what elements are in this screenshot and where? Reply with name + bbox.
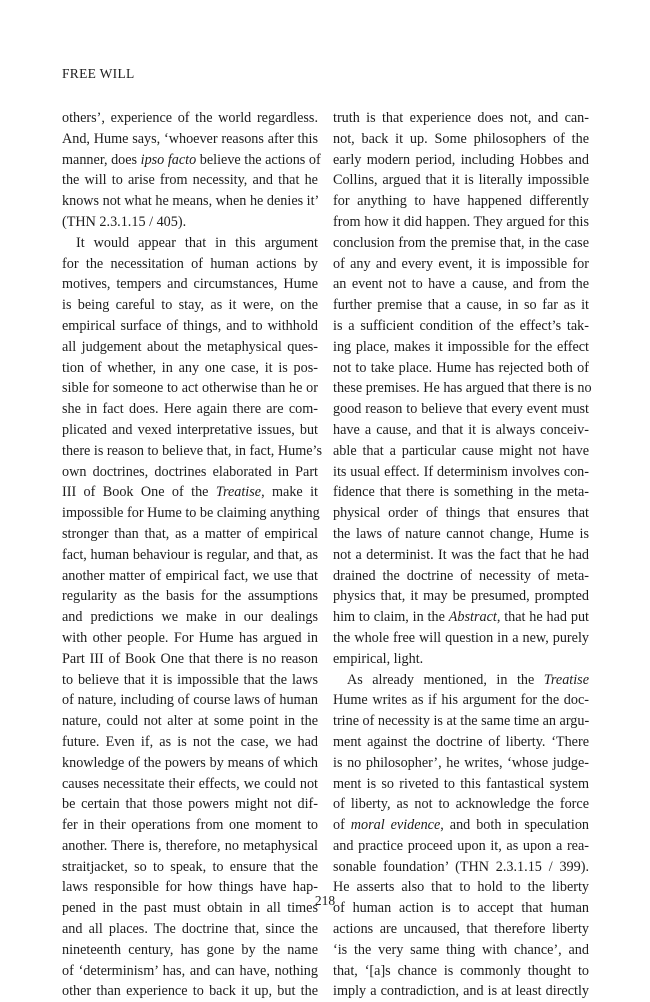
text-line: ing place, makes it impossible for the effect [333,338,589,355]
text-line: him to claim, in the Abstract, that he had put [333,609,589,626]
right-column [333,108,592,1002]
text-line: there is reason to believe that, in fact, Hume’s [62,442,323,459]
text-line: not, back it up. Some philosophers of the [333,130,589,147]
text-line: pened in the past must obtain in all times [62,900,318,917]
text-line: of moral evidence, and both in speculation [333,817,590,834]
text-line: is no philosopher’, he writes, ‘whose judge- [333,754,589,771]
text-line: these premises. He has argued that there is no [333,380,592,397]
text-line: And, Hume says, ‘whoever reasons after this [62,130,318,147]
text-line: and predictions we make in our dealings [62,609,318,626]
text-line: trine of necessity is at the same time an argu- [333,713,590,730]
text-line: impossible for Hume to be claiming anything [62,505,320,522]
text-line: of any and every event, it is impossible for [333,255,589,272]
text-line: As already mentioned, in the Treatise [347,671,589,688]
text-line: (THN 2.3.1.15 / 405). [62,213,187,230]
text-line: the will to arise from necessity, and that he [62,172,318,189]
text-line: physics that, it may be presumed, prompted [333,588,589,605]
text-line: for anything to have happened differently [333,193,589,210]
page-number: 218 [314,893,336,908]
text-line: sible for someone to act otherwise than he or [62,380,318,397]
text-line: causes necessitate their effects, we could not [62,775,318,792]
text-line: other than experience to back it up, but the [62,983,318,1000]
text-line: of liberty, as not to acknowledge the force [333,796,589,813]
text-line: of nature, including of course laws of human [62,692,318,709]
text-line: tion of whether, in any one case, it is pos- [62,359,318,376]
running-head: FREE WILL [62,66,135,81]
text-line: drained the doctrine of necessity of meta- [333,567,589,584]
text-line: with other people. For Hume has argued in [62,629,318,646]
text-line: motives, tempers and circumstances, Hume [62,276,318,293]
text-line: ment against the doctrine of liberty. ‘There [333,733,589,750]
left-column [62,108,323,1002]
text-line: and all places. The doctrine that, since the [62,921,318,938]
text-line: able that a particular cause might not have [333,442,589,459]
text-line: another matter of empirical fact, we use that [62,567,318,584]
text-line: knows not what he means, when he denies it’ [62,193,320,210]
text-line: III of Book One of the Treatise, make it [62,484,318,501]
text-line: empirical, light. [333,650,424,667]
text-line: imply a contradiction, and is at least directly [333,983,589,1000]
text-line: nineteenth century, has gone by the name [62,941,318,958]
text-line: knowledge of the powers by means of which [62,754,318,771]
text-line: fact, human behaviour is regular, and that, as [62,546,318,563]
text-line: the laws of nature cannot change, Hume is [333,525,589,542]
text-line: the whole free will question in a new, purely [333,629,589,646]
text-line: Part III of Book One that there is no reason [62,650,318,667]
text-line: is being careful to stay, as it were, on the [62,297,318,314]
text-line: plicated and vexed interpretative issues, but [62,421,318,438]
text-line: others’, experience of the world regardless. [62,110,318,126]
text-line: another. There is, therefore, no metaphysical [62,837,318,854]
text-line: further premise that a cause, in so far as it [333,297,589,314]
text-line: sonable foundation’ (THN 2.3.1.15 / 399). [333,858,589,875]
text-line: future. Even if, as is not the case, we had [62,733,318,750]
text-line: conclusion from the premise that, in the case [333,234,589,251]
text-line: fidence that there is something in the meta- [333,484,589,501]
text-line: laws responsible for how things have hap- [62,879,318,896]
text-line: is a sufficient condition of the effect’s tak- [333,317,589,334]
text-line: fer in their operations from one moment to [62,817,318,834]
text-line: she in fact does. Here again there are com- [62,401,318,418]
text-line: good reason to believe that every event must [333,401,589,418]
text-line: manner, does ipso facto believe the actions of [62,151,321,168]
text-line: its usual effect. If determinism involves con- [333,463,589,480]
text-line: stronger than that, as a matter of empirical [62,525,318,542]
text-line: not to take place. Hume has rejected both of [333,359,589,376]
text-line: nature, could not alter at some point in the [62,713,318,730]
text-line: Hume writes as if his argument for the doc- [333,692,589,709]
text-line: Collins, argued that it is literally impossible [333,172,589,189]
text-line: It would appear that in this argument [76,234,318,251]
text-line: ment is so riveted to this fantastical system [333,775,589,792]
text-line: not a determinist. It was the fact that he had [333,546,589,563]
text-line: truth is that experience does not, and can- [333,110,589,126]
text-line: all judgement about the metaphysical ques- [62,338,318,355]
text-line: of ‘determinism’ has, and can have, nothing [62,962,318,979]
text-line: own doctrines, doctrines elaborated in Part [62,463,318,480]
text-line: straitjacket, so to speak, to ensure that the [62,858,318,875]
text-line: for the necessitation of human actions by [62,255,318,272]
text-line: and practice proceed upon it, as upon a rea- [333,837,589,854]
text-line: from how it did happen. They argued for this [333,213,589,230]
text-line: to believe that it is impossible that the laws [62,671,318,688]
text-line: early modern period, including Hobbes and [333,151,589,168]
text-line: ‘is the very same thing with chance’, and [333,941,589,958]
text-line: actions are uncaused, that therefore liberty [333,921,589,938]
text-line: be certain that those powers might not dif- [62,796,318,813]
text-line: He asserts also that to hold to the liberty [333,879,589,896]
text-line: of human action is to accept that human [333,900,589,917]
text-line: that, ‘[a]s chance is commonly thought to [333,962,589,979]
text-line: an event not to have a cause, and from the [333,276,589,293]
text-line: physical order of things that ensures that [333,505,589,522]
text-line: regularity as the basis for the assumptions [62,588,318,605]
text-line: have a cause, and that it is always conceiv- [333,421,589,438]
text-line: empirical surface of things, and to withhold [62,317,318,334]
